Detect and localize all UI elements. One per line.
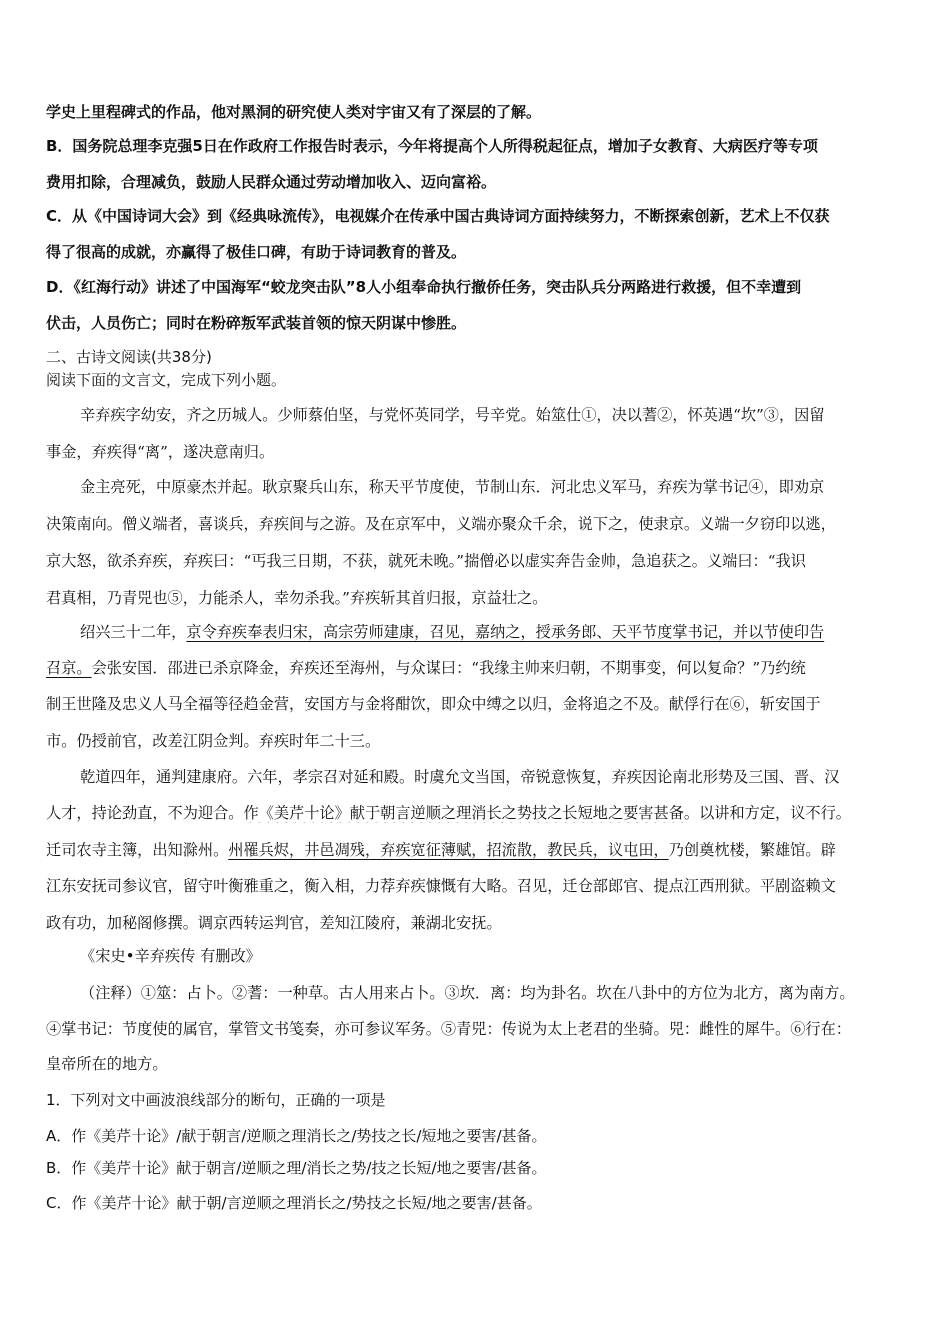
reading-instruction: 阅读下面的文言文，完成下列小题。 bbox=[46, 371, 287, 389]
passage-p2-line-2: 决策南向。僧义端者，喜谈兵，弃疾间与之游。及在京军中，义端亦聚众千余，说下之，使隶京。义端一夕窃印以逃， bbox=[46, 515, 836, 533]
passage-p3-line-4: 市。仍授前官，改差江阴佥判。弃疾时年二十三。 bbox=[46, 732, 381, 750]
option-b-line-1: B．国务院总理李克强5日在作政府工作报告时表示，今年将提高个人所得税起征点，增加子女教育、大病医疗等专项 bbox=[46, 137, 818, 155]
underlined-sentence: 京令弃疾奉表归宋，高宗劳师建康，召见，嘉纳之，授承务郎、天平节度掌书记，并以节使印告 bbox=[186, 623, 825, 641]
passage-p2-line-1: 金主亮死，中原豪杰并起。耿京聚兵山东，称天平节度使，节制山东．河北忠义军马，弃疾为掌书记④，即劝京 bbox=[80, 478, 825, 496]
option-d-line-2: 伏击，人员伤亡；同时在粉碎叛军武装首领的惊天阴谋中惨胜。 bbox=[46, 314, 467, 332]
underlined-sentence-2: 州罹兵烬，井邑凋残，弃疾宽征薄赋，招流散，教民兵，议屯田， bbox=[228, 841, 669, 859]
passage-p2-line-4: 君真相，乃青兕也⑤，力能杀人，幸勿杀我。”弃疾斩其首归报，京益壮之。 bbox=[46, 589, 548, 607]
passage-source: 《宋史•辛弃疾传 有删改》 bbox=[80, 947, 261, 965]
p3-plain: 绍兴三十二年， bbox=[80, 623, 187, 641]
p3-plain-2: 会张安国．邵进已杀京降金，弃疾还至海州，与众谋曰：“我缘主帅来归朝，不期事变，何以复命？”乃约统 bbox=[91, 659, 806, 677]
p4-plain-2: 。以讲和方定，议不行。 bbox=[683, 804, 851, 822]
option-c-line-1: C．从《中国诗词大会》到《经典咏流传》，电视媒介在传承中国古典诗词方面持续努力，不断探索创新，艺术上不仅获 bbox=[46, 207, 830, 225]
passage-p3-line-1 bbox=[80, 622, 942, 642]
p4-plain: 人才，持论劲直，不为迎合。 bbox=[46, 804, 244, 822]
passage-p4-line-5: 政有功，加秘阁修撰。调京西转运判官，差知江陵府，兼湖北安抚。 bbox=[46, 914, 502, 932]
passage-p4-line-4: 江东安抚司参议官，留守叶衡雅重之，衡入相，力荐弃疾慷慨有大略。召见，迁仓部郎官、提点江西刑狱。平剧盗赖文 bbox=[46, 877, 836, 895]
p4-plain-4: 乃创奠枕楼，繁雄馆。辟 bbox=[668, 841, 836, 859]
option-a-tail: 学史上里程碑式的作品，他对黑洞的研究使人类对宇宙又有了深层的了解。 bbox=[46, 103, 542, 121]
passage-p4-line-3 bbox=[46, 840, 908, 860]
passage-p4-line-2 bbox=[46, 803, 908, 823]
p4-plain-3: 迁司农寺主簿，出知滁州。 bbox=[46, 841, 229, 859]
passage-p1-line-2: 事金，弃疾得“离”，遂决意南归。 bbox=[46, 443, 275, 461]
passage-p2-line-3: 京大怒，欲杀弃疾，弃疾曰：“丐我三日期，不获，就死未晚。”揣僧必以虚实奔告金帅，急追获之。义端曰：“我识 bbox=[46, 552, 806, 570]
passage-p4-line-1: 乾道四年，通判建康府。六年，孝宗召对延和殿。时虞允文当国，帝锐意恢复，弃疾因论南北形势及三国、晋、汉 bbox=[80, 768, 840, 786]
option-c-line-2: 得了很高的成就，亦赢得了极佳口碑，有助于诗词教育的普及。 bbox=[46, 243, 467, 261]
notes-line-2: ④掌书记：节度使的属官，掌管文书笺奏，亦可参议军务。⑤青兕：传说为太上老君的坐骑。兕：雌性的犀牛。⑥行在： bbox=[46, 1020, 851, 1038]
notes-line-3: 皇帝所在的地方。 bbox=[46, 1055, 168, 1073]
underlined-sentence-end: 召京。 bbox=[46, 659, 92, 677]
question-1-option-b: B．作《美芹十论》献于朝言/逆顺之理/消长之势/技之长短/地之要害/甚备。 bbox=[46, 1159, 547, 1177]
question-1: 1．下列对文中画波浪线部分的断句，正确的一项是 bbox=[46, 1091, 386, 1109]
notes-line-1: （注释）①筮：占卜。②蓍：一种草。古人用来占卜。③坎．离：均为卦名。坎在八卦中的方位为北方，离为南方。 bbox=[80, 984, 855, 1002]
question-1-option-a: A．作《美芹十论》/献于朝言/逆顺之理消长之/势技之长/短地之要害/甚备。 bbox=[46, 1127, 547, 1145]
wavy-underlined-sentence: 作《美芹十论》献于朝言逆顺之理消长之势技之长短地之要害甚备 bbox=[243, 804, 684, 822]
passage-p1-line-1: 辛弃疾字幼安，齐之历城人。少师蔡伯坚，与党怀英同学，号辛党。始筮仕①，决以蓍②，怀英遇“坎”③，因留 bbox=[80, 406, 825, 424]
section-heading: 二、古诗文阅读(共38分) bbox=[46, 348, 212, 366]
passage-p3-line-2 bbox=[46, 658, 908, 678]
passage-p3-line-3: 制王世隆及忠义人马全福等径趋金营，安国方与金将酣饮，即众中缚之以归，金将追之不及。献俘行在⑥，斩安国于 bbox=[46, 695, 821, 713]
option-b-line-2: 费用扣除，合理减负，鼓励人民群众通过劳动增加收入、迈向富裕。 bbox=[46, 173, 497, 191]
question-1-option-c: C．作《美芹十论》献于朝/言逆顺之理消长之/势技之长短/地之要害/甚备。 bbox=[46, 1194, 542, 1212]
option-d-line-1: D．《红海行动》讲述了中国海军“蛟龙突击队”8人小组奉命执行撤侨任务，突击队兵分两路进行救援，但不幸遭到 bbox=[46, 278, 802, 296]
